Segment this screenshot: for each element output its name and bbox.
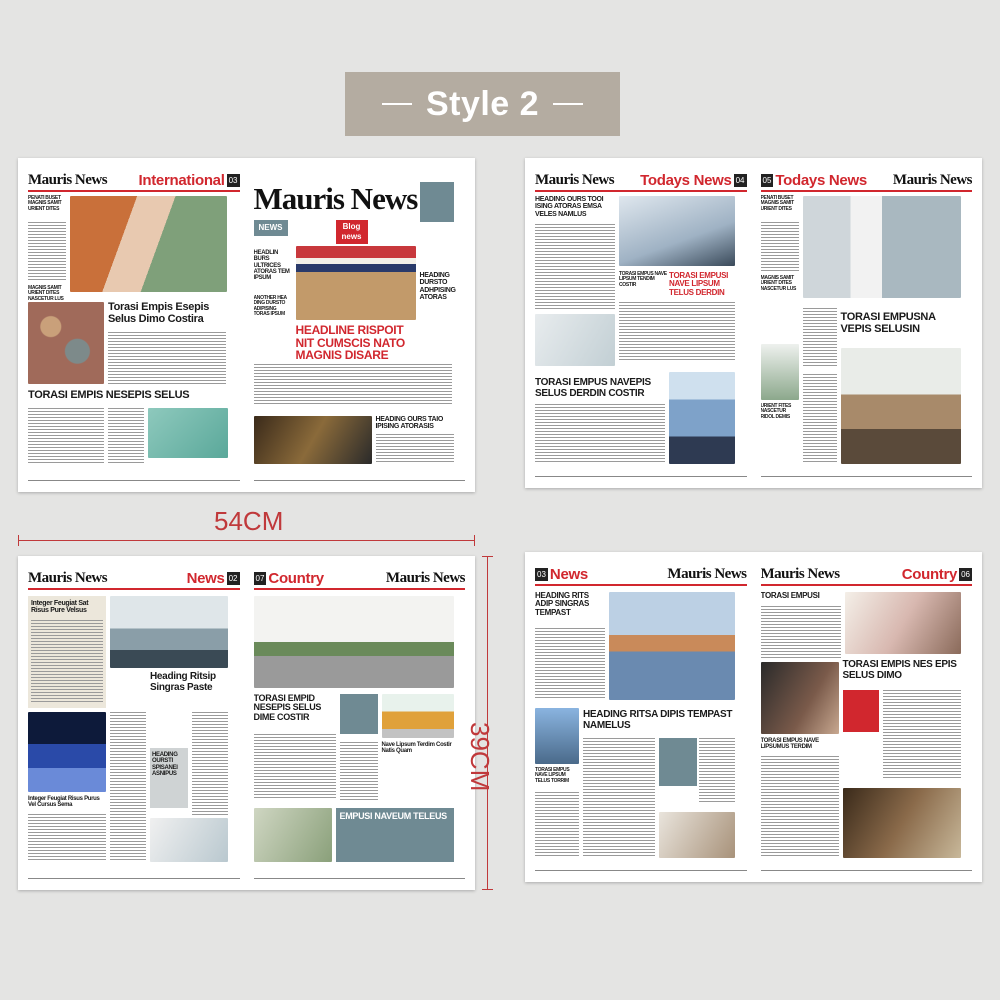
section-name: Todays News (640, 172, 732, 189)
footer-rule (28, 480, 240, 484)
side-headline: PENATI BUSET MAGNIS SAMIT URIENT DITES (760, 195, 794, 212)
blog-tag: Blog news (336, 220, 368, 244)
section-name: International (138, 172, 225, 189)
page-right (761, 562, 973, 874)
text-column (110, 712, 146, 862)
text-column (803, 308, 837, 368)
side-headline: HEADLIN BURS ULTRICES ATORAS TEM IPSUM (253, 250, 290, 282)
text-column (108, 332, 226, 384)
brand-name: Mauris News (385, 570, 465, 586)
page-number: 05 (762, 176, 772, 185)
text-column (340, 742, 378, 800)
headline: Nave Lipsum Terdim Costir Natis Quam (381, 742, 452, 755)
side-headline: PENATI BUSET MAGNIS SAMIT URIENT DITES (28, 195, 62, 212)
lead-headline: HEADLINE RISPOIT NIT CUMSCIS NATO MAGNIS DISARE (295, 323, 405, 363)
brand-name: Mauris News (667, 566, 747, 582)
text-column (761, 222, 799, 272)
text-column (31, 620, 103, 704)
brand-name: Mauris News (892, 172, 972, 188)
pebbles-photo (28, 302, 104, 384)
text-column (535, 224, 615, 310)
office-photo (150, 818, 228, 862)
newspaper-spread-1 (18, 158, 475, 492)
page-left (28, 168, 240, 484)
banner-dash-left (382, 103, 412, 105)
text-column (192, 712, 228, 816)
text-column (883, 690, 961, 780)
text-column (254, 364, 452, 406)
footer-rule (254, 480, 466, 484)
footer-rule (761, 476, 973, 480)
page-left (28, 566, 240, 882)
page-number: 06 (961, 570, 970, 579)
businesswoman-photo (803, 196, 961, 298)
headline: HEADING RITSA DIPIS TEMPAST NAMELUS (583, 709, 733, 731)
cafe-photo (659, 812, 735, 858)
text-column (535, 628, 605, 700)
masthead (761, 168, 973, 192)
still-life-photo (843, 788, 961, 858)
front-masthead: Mauris News (253, 181, 418, 216)
banner-dash-right (553, 103, 583, 105)
masthead (761, 562, 973, 586)
headline: Integer Feugiat Risus Purus Vel Cursus Sema (28, 796, 100, 809)
headline: TORASI EMPUSI NAVE LIPSUM TELUS DERDIN (669, 271, 729, 297)
text-column (254, 734, 336, 800)
footer-rule (28, 878, 240, 882)
headline: HEADING OURS TOOI ISING ATORAS EMSA VELES NAMLUS (535, 196, 604, 218)
news-tag: NEWS (254, 220, 288, 236)
texture-photo (148, 408, 228, 458)
interior-photo (254, 808, 332, 862)
info-box (340, 694, 378, 734)
brand-name: Mauris News (535, 172, 615, 188)
page-number: 04 (735, 176, 745, 185)
headline: Integer Feugiat Sat Risus Pure Velsus (31, 600, 89, 615)
newspaper-spread-4 (525, 552, 982, 882)
side-headline: ANOTHER HEA DING DURSTO ADIPISING TORAS IPSUM (253, 295, 287, 317)
width-dimension-line (18, 540, 475, 541)
car-portrait-photo (761, 662, 839, 734)
living-room-photo (254, 596, 454, 688)
text-column (28, 408, 104, 464)
city-river-photo (609, 592, 735, 700)
headline: TORASI EMPUSI (760, 591, 820, 600)
text-column (108, 408, 144, 464)
text-column (583, 738, 655, 858)
statue-photo (535, 708, 579, 764)
text-column (699, 738, 735, 804)
page-right (254, 566, 466, 882)
page-right (761, 168, 973, 480)
text-column (28, 222, 66, 282)
brand-name: Mauris News (760, 566, 840, 582)
masthead (535, 562, 747, 586)
headline: HEADING OURSTI SPISANEI ASNIPUS (152, 752, 178, 777)
flag-document-photo (296, 246, 416, 320)
headline: HEADING OURS TAIO IPISING ATORASIS (375, 416, 443, 431)
text-column (28, 814, 106, 862)
section-name: Country (268, 570, 324, 587)
footer-rule (535, 476, 747, 480)
side-headline: URIENT FITES NASCETUR RIDOL DEMIS (760, 403, 792, 420)
headline: EMPUSI NAVEUM TELEUS (339, 811, 447, 821)
text-column (535, 792, 579, 858)
text-column (535, 404, 665, 464)
headline: Heading Ritsip Singras Paste (150, 671, 216, 693)
height-label: 39CM (465, 722, 495, 792)
width-label: 54CM (214, 506, 284, 536)
shelf-photo (761, 344, 799, 400)
meeting-photo (110, 596, 228, 668)
weather-box (420, 182, 454, 222)
side-headline: MAGNIS SAMIT URIENT DITES NASCETUR LUS (28, 285, 64, 302)
info-box (659, 738, 697, 786)
headline: TORASI EMPIS NESEPIS SELUS (28, 389, 190, 401)
businessman-photo (669, 372, 735, 464)
newspaper-spread-2 (525, 158, 982, 488)
section-name: Country (901, 566, 958, 583)
headline: TORASI EMPUSNA VEPIS SELUSIN (840, 311, 936, 335)
side-headline: HEADING DURSTO ADHPISING ATORAS (419, 272, 456, 302)
page-number: 03 (537, 570, 546, 579)
side-headline: TORASI EMPUS NAVE LIPSUM TENDIM COSTIR (619, 271, 667, 288)
brand-name: Mauris News (28, 570, 108, 586)
footer-rule (535, 870, 747, 874)
banner-title: Style 2 (425, 84, 540, 123)
page-right (254, 168, 466, 484)
page-number: 02 (228, 574, 238, 583)
headline: TORASI EMPUS NAVE LIPSUMUS TERDIM (760, 738, 819, 751)
section-name: News (549, 566, 588, 583)
dining-room-photo (841, 348, 961, 464)
masthead (254, 566, 466, 590)
text-column (761, 756, 839, 858)
footer-rule (761, 870, 973, 874)
footer-rule (254, 878, 466, 882)
headline: Torasi Empis Esepis Selus Dimo Costira (108, 301, 210, 325)
brand-name: Mauris News (28, 172, 108, 188)
side-headline: TORASI EMPUS NAVE LIPSUM TELUS TORRIM (535, 767, 570, 784)
page-left (535, 562, 747, 874)
section-name: News (186, 570, 225, 587)
wedding-photo (845, 592, 961, 654)
page-number: 07 (255, 574, 265, 583)
headline: HEADING RITS ADIP SINGRAS TEMPAST (535, 591, 590, 617)
masthead (28, 566, 240, 590)
style-banner (345, 72, 620, 136)
red-box (843, 690, 879, 732)
portrait-photo (70, 196, 227, 292)
text-column (619, 302, 735, 362)
headline: TORASI EMPID NESEPIS SELUS DIME COSTIR (253, 693, 322, 722)
section-name: Todays News (775, 172, 867, 189)
writing-photo (535, 314, 615, 366)
drinks-photo (382, 694, 454, 738)
newspaper-spread-3 (18, 556, 475, 890)
text-column (376, 434, 454, 464)
page-left (535, 168, 747, 480)
tools-photo (254, 416, 372, 464)
headline: TORASI EMPIS NES EPIS SELUS DIMO (842, 659, 957, 681)
city-night-photo (28, 712, 106, 792)
text-column (761, 606, 841, 658)
masthead (535, 168, 747, 192)
text-column (803, 374, 837, 464)
side-headline: MAGNIS SAMIT URIENT DITES NASCETUR LUS (760, 275, 797, 292)
masthead (28, 168, 240, 192)
page-number: 03 (228, 176, 238, 185)
headline: TORASI EMPUS NAVEPIS SELUS DERDIN COSTIR (535, 377, 651, 399)
finance-chart-photo (619, 196, 735, 266)
